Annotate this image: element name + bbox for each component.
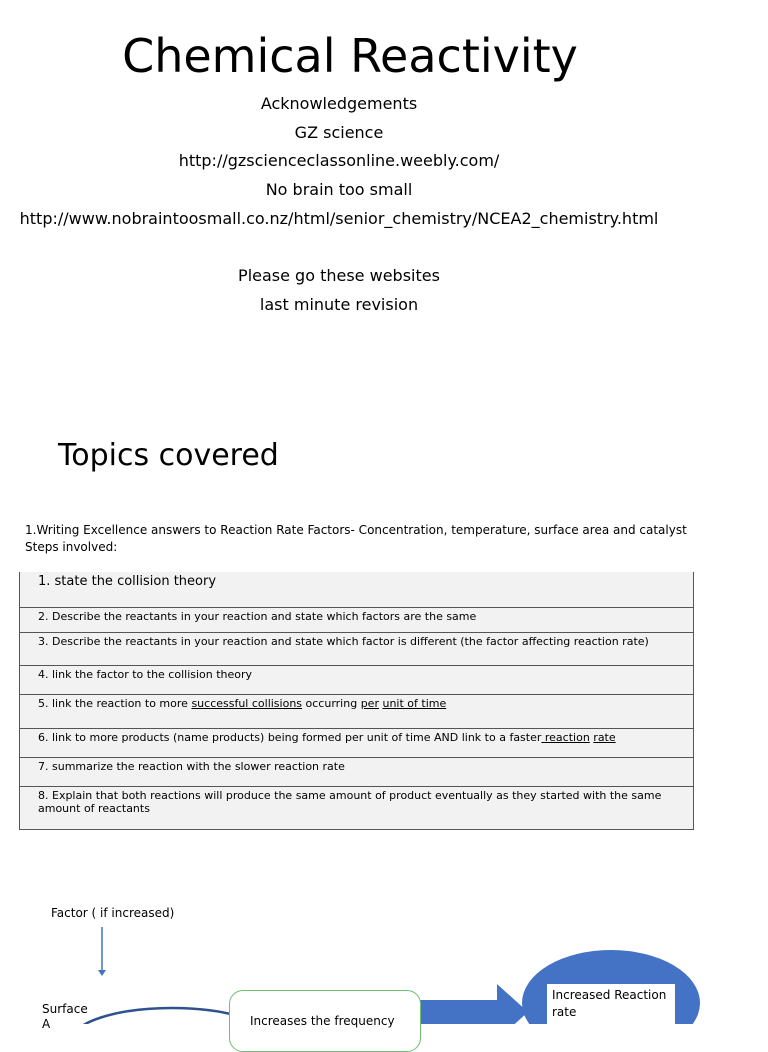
step-cell: 7. summarize the reaction with the slower reaction rate: [20, 757, 694, 786]
step-text: 6. link to more products (name products) being formed per unit of time AND link to a faster: [38, 730, 542, 744]
ack-source-name: GZ science: [294, 122, 384, 142]
step-underlined-text: per: [360, 696, 379, 710]
surface-label-line: A: [42, 1017, 51, 1031]
down-arrow-head-icon: [98, 970, 106, 976]
surface-label: [42, 1002, 88, 1032]
intro-line: Steps involved:: [25, 540, 118, 554]
step-underlined-text: unit of time: [382, 696, 447, 710]
step-cell: 8. Explain that both reactions will produce the same amount of product eventually as they started with the same amount of reactants: [20, 786, 694, 829]
ack-note: Please go these websites: [238, 266, 440, 286]
step-text: 5. link the reaction to more: [38, 696, 192, 710]
step-cell: 4. link the factor to the collision theory: [20, 665, 694, 694]
intro-line: 1.Writing Excellence answers to Reaction Rate Factors- Concentration, temperature, surface area and catalyst: [25, 523, 687, 537]
page-title: Chemical Reactivity: [122, 29, 578, 83]
topics-heading: Topics covered: [58, 438, 279, 473]
step-cell: 2. Describe the reactants in your reaction and state which factors are the same: [20, 607, 694, 632]
ack-source-name: No brain too small: [265, 180, 413, 200]
step-text: occurring: [302, 696, 361, 710]
step-underlined-text: rate: [593, 730, 616, 744]
ack-source-link[interactable]: http://gzscienceclassonline.weebly.com/: [178, 151, 500, 171]
right-arrow-icon: [415, 984, 528, 1024]
ack-heading: Acknowledgements: [260, 94, 418, 113]
rate-text: Increased Reaction rate: [552, 988, 667, 1019]
step-underlined-text: reaction: [541, 730, 590, 744]
frequency-text: Increases the frequency: [250, 1014, 395, 1028]
factor-label: Factor ( if increased): [51, 906, 175, 920]
step-cell: 3. Describe the reactants in your reaction and state which factor is different (the factor affecting reaction rate): [20, 632, 694, 665]
surface-label-line: Surface: [42, 1002, 88, 1016]
ack-note: last minute revision: [259, 294, 419, 314]
step-cell: 1. state the collision theory: [20, 572, 694, 607]
ack-source-link[interactable]: http://www.nobraintoosmall.co.nz/html/senior_chemistry/NCEA2_chemistry.html: [19, 208, 659, 228]
step-underlined-text: successful collisions: [191, 696, 303, 710]
